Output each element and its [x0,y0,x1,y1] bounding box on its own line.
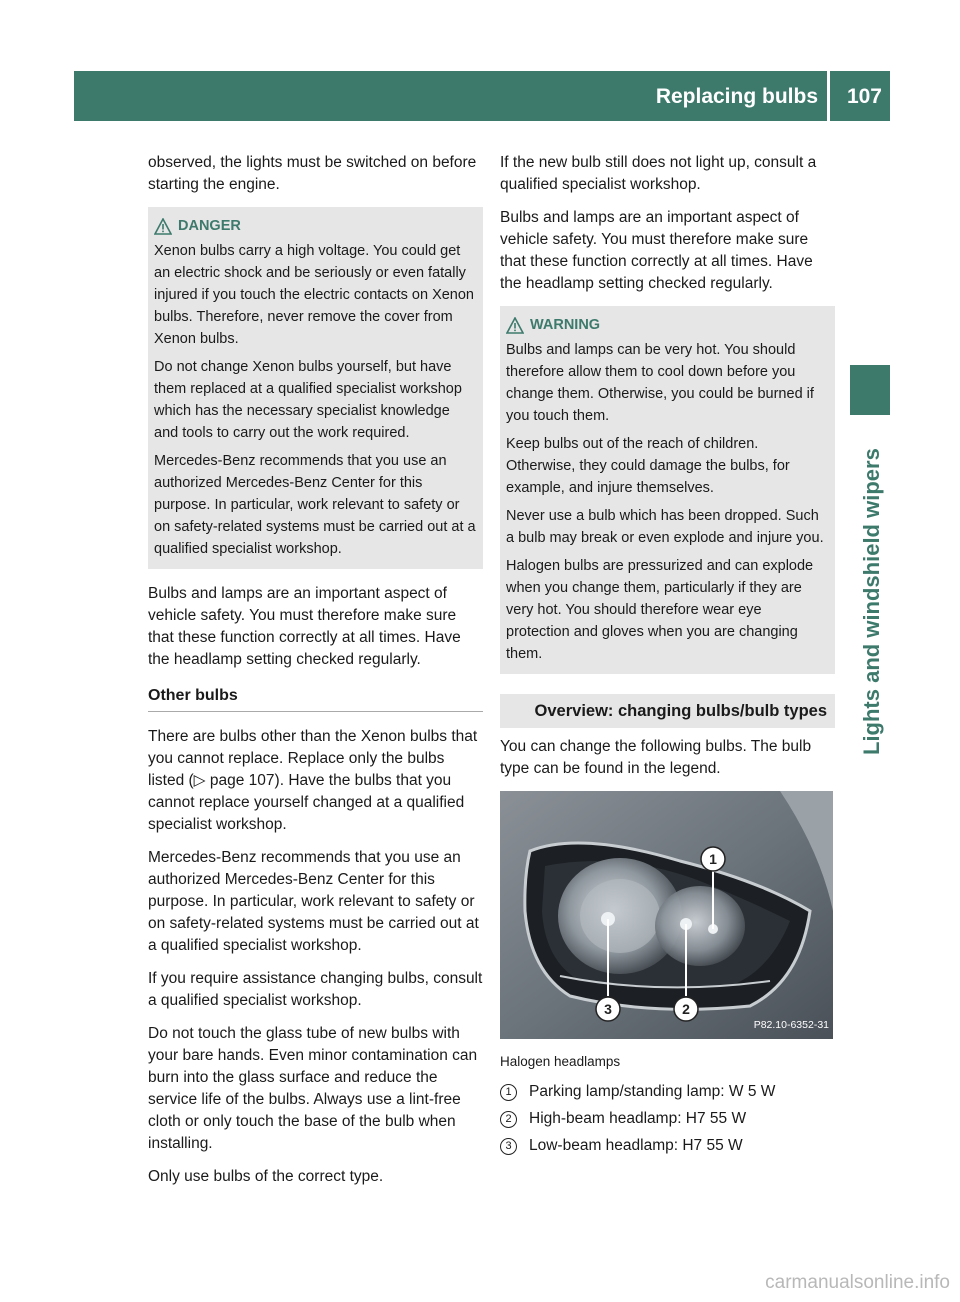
callout-label: 1 [709,851,717,867]
warning-text: Bulbs and lamps can be very hot. You should therefore allow them to cool down before you change them. Otherwise, you could be burned if you touch them. [506,342,814,424]
page-reference-link[interactable]: ▷ page 107 [193,772,275,789]
body-text-part: ). Have the bulbs that you cannot replace yourself changed at a qualified specialist workshop. [148,772,465,833]
legend-number: 1 [500,1084,517,1101]
body-text: Only use bulbs of the correct type. [148,1168,384,1185]
legend-item [500,1081,835,1103]
body-text: Bulbs and lamps are an important aspect of vehicle safety. You must therefore make sure that these function correctly at all times. Have the headlamp setting checked regularly. [148,585,461,668]
legend-text: Low-beam headlamp: H7 55 W [529,1137,743,1154]
headlamp-illustration [500,791,833,1039]
warning-triangle-icon [154,218,172,235]
danger-text: Xenon bulbs carry a high voltage. You could get an electric shock and be seriously or even fatally injured if you touch the electric contacts on Xenon bulbs. Therefore, never remove the cover from Xenon bulbs. [154,243,474,347]
legend-number: 2 [500,1111,517,1128]
warning-title: WARNING [530,317,601,333]
danger-box [148,207,483,569]
figure-code: P82.10-6352-31 [753,1019,829,1031]
legend-text: Parking lamp/standing lamp: W 5 W [529,1083,776,1100]
legend-text: High-beam headlamp: H7 55 W [529,1110,747,1127]
warning-text: Keep bulbs out of the reach of children. Otherwise, they could damage the bulbs, for example, and injure themselves. [506,436,790,496]
headlamp-figure [500,791,833,1039]
warning-heading [506,314,829,336]
body-text: Bulbs and lamps are an important aspect of vehicle safety. You must therefore make sure that these function correctly at all times. Have the headlamp setting checked regularly. [500,209,813,292]
page-title: Replacing bulbs [655,85,818,108]
watermark: carmanualsonline.info [765,1272,950,1293]
warning-box [500,306,835,674]
legend-item [500,1108,835,1130]
figure-caption: Halogen headlamps [500,1054,621,1069]
chapter-label: Lights and windshield wipers [859,448,884,755]
header-bar [74,71,890,121]
intro-text: observed, the lights must be switched on before starting the engine. [148,154,477,193]
section-heading-overview: Overview: changing bulbs/bulb types [500,694,835,728]
callout-label: 3 [604,1001,612,1017]
warning-triangle-icon [506,317,524,334]
chapter-tab [850,365,890,415]
body-text: If you require assistance changing bulbs, consult a qualified specialist workshop. [148,970,483,1009]
callout-label: 2 [682,1001,690,1017]
body-text: You can change the following bulbs. The bulb type can be found in the legend. [500,738,812,777]
warning-text: Never use a bulb which has been dropped. Such a bulb may break or even explode and injure you. [506,508,824,546]
body-text-part: There are bulbs other than the Xenon bulbs that you cannot replace. Replace only the bulbs listed ( [148,728,478,789]
legend-number: 3 [500,1138,517,1155]
header-divider [827,71,830,121]
legend-item [500,1135,835,1157]
section-heading-other-bulbs: Other bulbs [148,685,483,712]
page-number: 107 [846,85,882,108]
left-column [148,152,483,1199]
right-column [500,152,835,1162]
body-text: Do not touch the glass tube of new bulbs with your bare hands. Even minor contamination can burn into the glass surface and reduce the service life of the bulbs. Always use a lint-free cloth or only touch the base of the bulb when installing. [148,1025,478,1152]
body-text: If the new bulb still does not light up, consult a qualified specialist workshop. [500,154,817,193]
warning-text: Halogen bulbs are pressurized and can explode when you change them, particularly if they are very hot. You should therefore wear eye protection and gloves when you are changing them. [506,558,814,662]
danger-text: Do not change Xenon bulbs yourself, but have them replaced at a qualified specialist workshop which has the necessary specialist knowledge and tools to carry out the work required. [154,359,462,441]
danger-text: Mercedes-Benz recommends that you use an authorized Mercedes-Benz Center for this purpose. In particular, work relevant to safety or on safety-related systems must be carried out at a qualified specialist workshop. [154,453,476,557]
body-text: Mercedes-Benz recommends that you use an authorized Mercedes-Benz Center for this purpose. In particular, work relevant to safety or on safety-related systems must be carried out at a qualified specialist workshop. [148,849,479,954]
danger-heading [154,215,477,237]
danger-title: DANGER [178,218,241,234]
body-text [148,726,483,836]
